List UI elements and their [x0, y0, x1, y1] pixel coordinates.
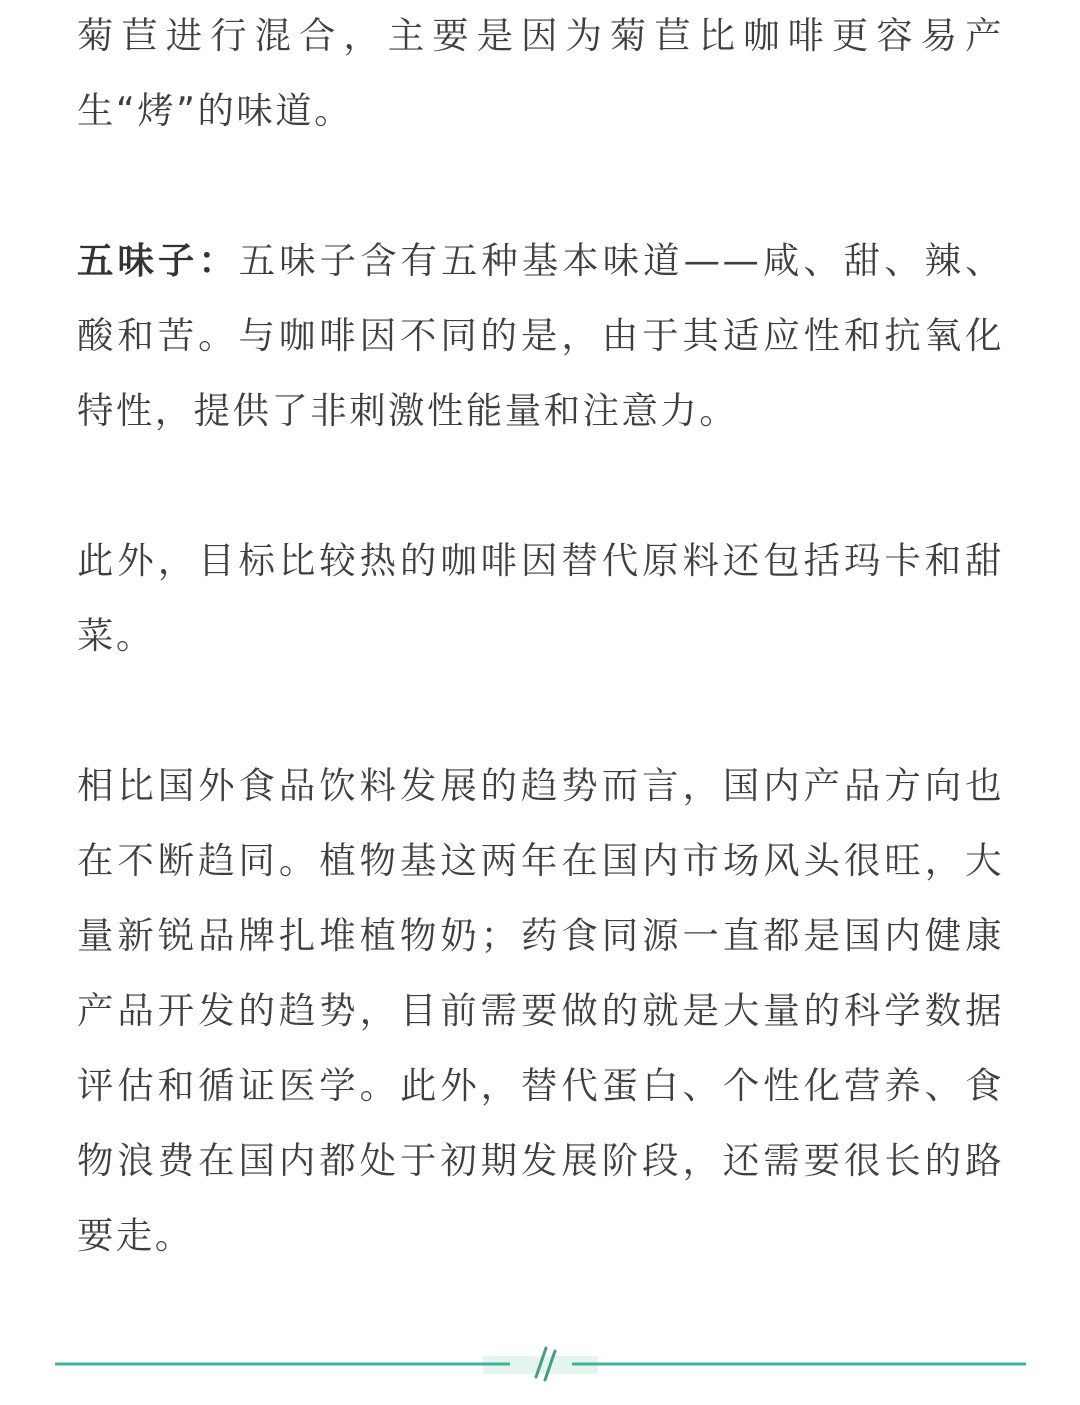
paragraph-domestic-trends: [77, 748, 1004, 1273]
paragraph-schisandra-text: 五味子含有五种基本味道——咸、甜、辣、酸和苦。与咖啡因不同的是，由于其适应性和抗氧化特性，提供了非刺激性能量和注意力。: [77, 239, 1005, 432]
paragraph-schisandra: [77, 223, 1004, 448]
paragraph-gap: [77, 673, 1004, 748]
paragraph-other-alternatives-text: 此外，目标比较热的咖啡因替代原料还包括玛卡和甜菜。: [77, 539, 1004, 657]
paragraph-chicory: [77, 0, 1004, 148]
paragraph-other-alternatives: [77, 523, 1004, 673]
paragraph-domestic-trends-text: 相比国外食品饮料发展的趋势而言，国内产品方向也在不断趋同。植物基这两年在国内市场风头很旺，大量新锐品牌扎堆植物奶；药食同源一直都是国内健康产品开发的趋势，目前需要做的就是大量的科学数据评估和循证医学。此外，替代蛋白、个性化营养、食物浪费在国内都处于初期发展阶段，还需要很长的路要走。: [77, 764, 1004, 1257]
section-divider: [0, 1330, 1080, 1400]
article-body: [77, 0, 1004, 1273]
paragraph-gap: [77, 148, 1004, 223]
paragraph-chicory-text: 菊苣进行混合，主要是因为菊苣比咖啡更容易产生“烤”的味道。: [77, 14, 1004, 132]
divider-graphic: [0, 1330, 1080, 1400]
schisandra-label: 五味子：: [77, 239, 239, 282]
paragraph-gap: [77, 448, 1004, 523]
